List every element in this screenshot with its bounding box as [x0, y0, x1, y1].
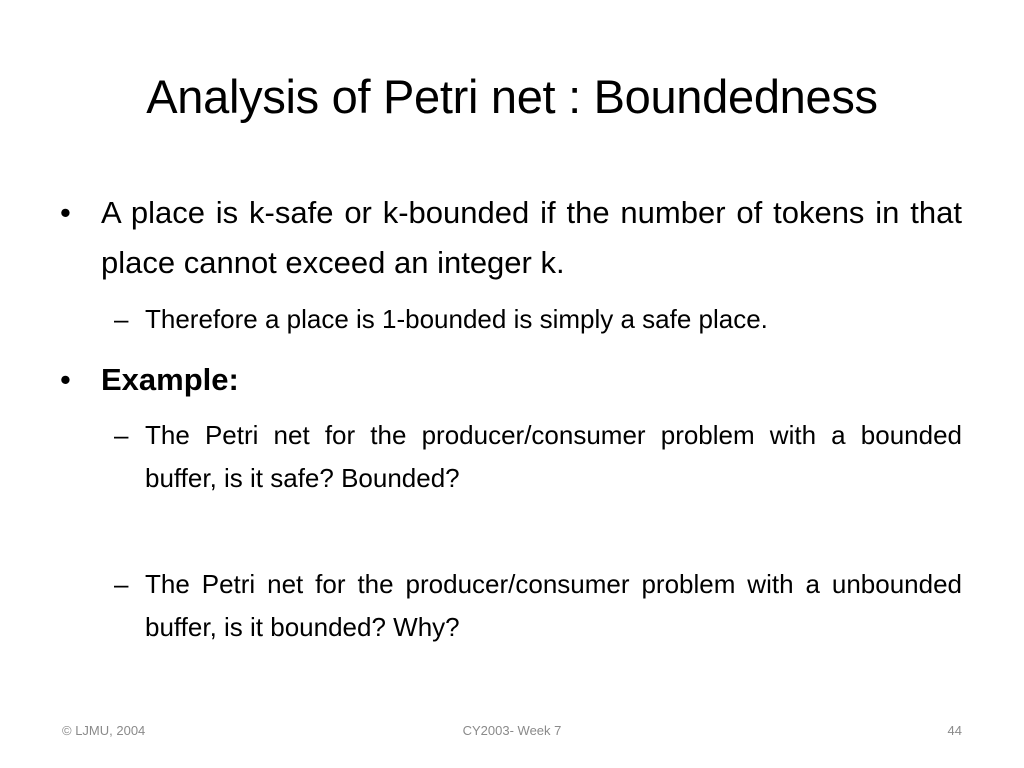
sub-bullet-text: The Petri net for the producer/consumer problem with a unbounded buffer, is it bounded? Why?	[145, 569, 962, 642]
bullet-icon: •	[60, 195, 71, 230]
dash-icon: –	[114, 304, 129, 334]
bullet-text: A place is k-safe or k-bounded if the number of tokens in that place cannot exceed an integer k.	[101, 195, 962, 280]
dash-icon: –	[114, 569, 129, 599]
bullet-point	[60, 355, 962, 405]
sub-bullet-point	[114, 414, 962, 500]
bullet-icon: •	[60, 362, 71, 397]
sub-bullet-point	[114, 298, 962, 341]
footer-course: CY2003- Week 7	[462, 723, 562, 738]
sub-bullet-text: Therefore a place is 1-bounded is simply a safe place.	[145, 304, 768, 334]
footer-copyright: © LJMU, 2004	[62, 723, 146, 738]
dash-icon: –	[114, 420, 129, 450]
bullet-text: Example:	[101, 362, 239, 397]
slide-title: Analysis of Petri net : Boundedness	[146, 70, 878, 123]
sub-bullet-text: The Petri net for the producer/consumer problem with a bounded buffer, is it safe? Bounded?	[145, 420, 962, 493]
footer-page-number: 44	[947, 723, 962, 738]
sub-bullet-point	[114, 563, 962, 649]
bullet-point	[60, 188, 962, 288]
